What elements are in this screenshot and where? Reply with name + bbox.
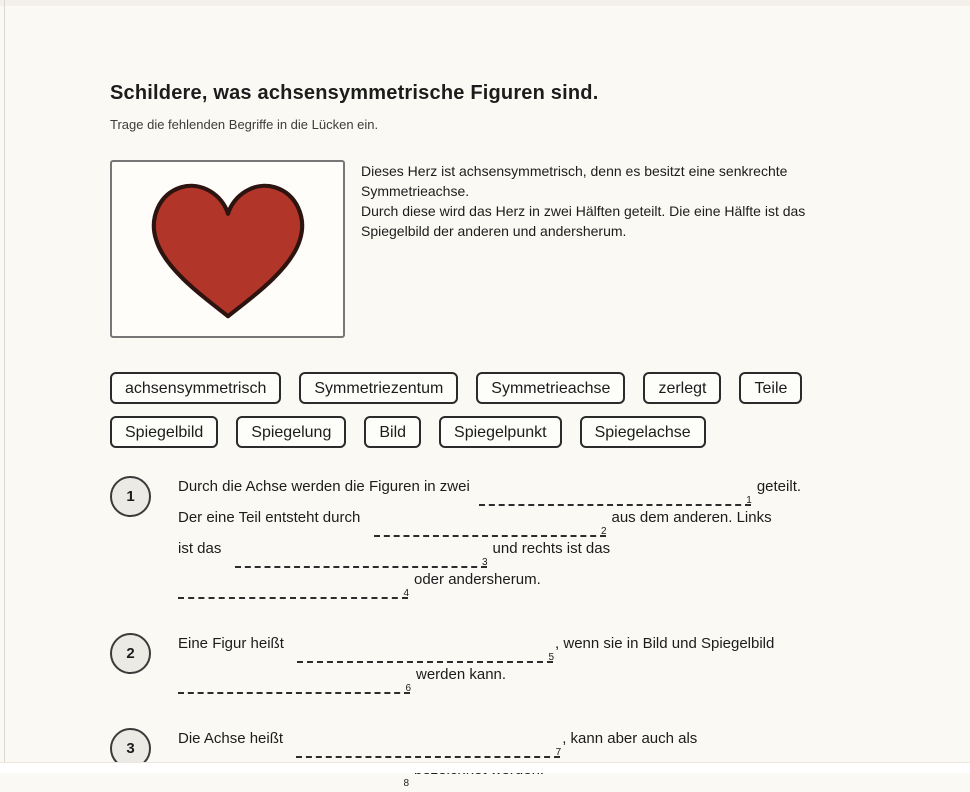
word-chip-spiegelung[interactable]: Spiegelung — [236, 416, 346, 448]
word-bank — [110, 372, 940, 448]
question-2-body — [178, 631, 774, 697]
blank-field-7[interactable] — [296, 744, 560, 758]
question-line — [178, 666, 774, 697]
figure-section — [110, 160, 940, 338]
figure-description-line: Spiegelbild der anderen und andersherum. — [361, 223, 627, 239]
word-chip-teile[interactable]: Teile — [739, 372, 802, 404]
blank-number: 4 — [403, 588, 409, 599]
question-line — [178, 730, 697, 761]
question-text: Der eine Teil entsteht durch — [178, 509, 365, 526]
page-bottom-edge — [0, 762, 970, 773]
figure-description-line: Dieses Herz ist achsensymmetrisch, denn es besitzt eine senkrechte — [361, 163, 788, 179]
question-text: Die Achse heißt — [178, 730, 288, 747]
question-1-body — [178, 474, 801, 602]
figure-description — [361, 160, 805, 338]
question-text: oder andersherum. — [414, 571, 541, 588]
blank-field-1[interactable] — [479, 492, 751, 506]
question-text: Durch die Achse werden die Figuren in zwei — [178, 478, 470, 495]
questions-section — [110, 474, 940, 792]
blank-number: 6 — [405, 683, 411, 694]
word-chip-spiegelbild[interactable]: Spiegelbild — [110, 416, 218, 448]
blank-field-5[interactable] — [297, 649, 553, 663]
question-text: , wenn sie in Bild und Spiegelbild — [555, 635, 775, 652]
question-text: werden kann. — [416, 666, 507, 683]
page-top-edge — [0, 0, 970, 6]
word-chip-symmetriezentum[interactable]: Symmetriezentum — [299, 372, 458, 404]
question-line — [178, 540, 801, 571]
blank-number: 3 — [481, 557, 488, 568]
blank-number: 1 — [746, 495, 752, 506]
word-chip-symmetrieachse[interactable]: Symmetrieachse — [476, 372, 625, 404]
figure-description-line: Symmetrieachse. — [361, 183, 470, 199]
question-3-body — [178, 726, 697, 792]
question-text: Eine Figur heißt — [178, 635, 289, 652]
blank-field-6[interactable] — [178, 680, 410, 694]
question-line — [178, 635, 774, 666]
blank-number: 8 — [403, 778, 409, 789]
blank-number: 5 — [548, 652, 555, 663]
question-1 — [110, 474, 940, 602]
page-title: Schildere, was achsensymmetrische Figuren sind. — [110, 82, 599, 104]
question-line — [178, 478, 801, 509]
word-chip-spiegelpunkt[interactable]: Spiegelpunkt — [439, 416, 562, 448]
page-instruction: Trage die fehlenden Begriffe in die Lücken ein. — [110, 117, 379, 132]
word-bank-row-2 — [110, 416, 940, 448]
question-text: und rechts ist das — [492, 540, 611, 557]
question-line — [178, 509, 801, 540]
word-chip-zerlegt[interactable]: zerlegt — [643, 372, 721, 404]
question-text: aus dem anderen. Links — [611, 509, 772, 526]
blank-field-2[interactable] — [374, 523, 606, 537]
question-2-number: 2 — [110, 633, 151, 674]
question-1-number: 1 — [110, 476, 151, 517]
page-left-edge — [4, 0, 5, 773]
question-2 — [110, 631, 940, 697]
word-chip-achsensymmetrisch[interactable]: achsensymmetrisch — [110, 372, 281, 404]
blank-field-8[interactable] — [178, 775, 408, 789]
question-3-number: 3 — [110, 728, 151, 769]
question-text: ist das — [178, 540, 226, 557]
heart-image-box — [110, 160, 345, 338]
question-text: geteilt. — [756, 478, 802, 495]
heart-icon — [148, 173, 308, 325]
blank-field-4[interactable] — [178, 585, 408, 599]
blank-number: 7 — [555, 747, 562, 758]
blank-number: 2 — [600, 526, 607, 537]
word-chip-bild[interactable]: Bild — [364, 416, 421, 448]
figure-description-line: Durch diese wird das Herz in zwei Hälften geteilt. Die eine Hälfte ist das — [361, 203, 806, 219]
question-3 — [110, 726, 940, 792]
word-bank-row-1 — [110, 372, 940, 404]
blank-field-3[interactable] — [235, 554, 487, 568]
question-line — [178, 571, 801, 602]
word-chip-spiegelachse[interactable]: Spiegelachse — [580, 416, 706, 448]
question-text: , kann aber auch als — [562, 730, 698, 747]
